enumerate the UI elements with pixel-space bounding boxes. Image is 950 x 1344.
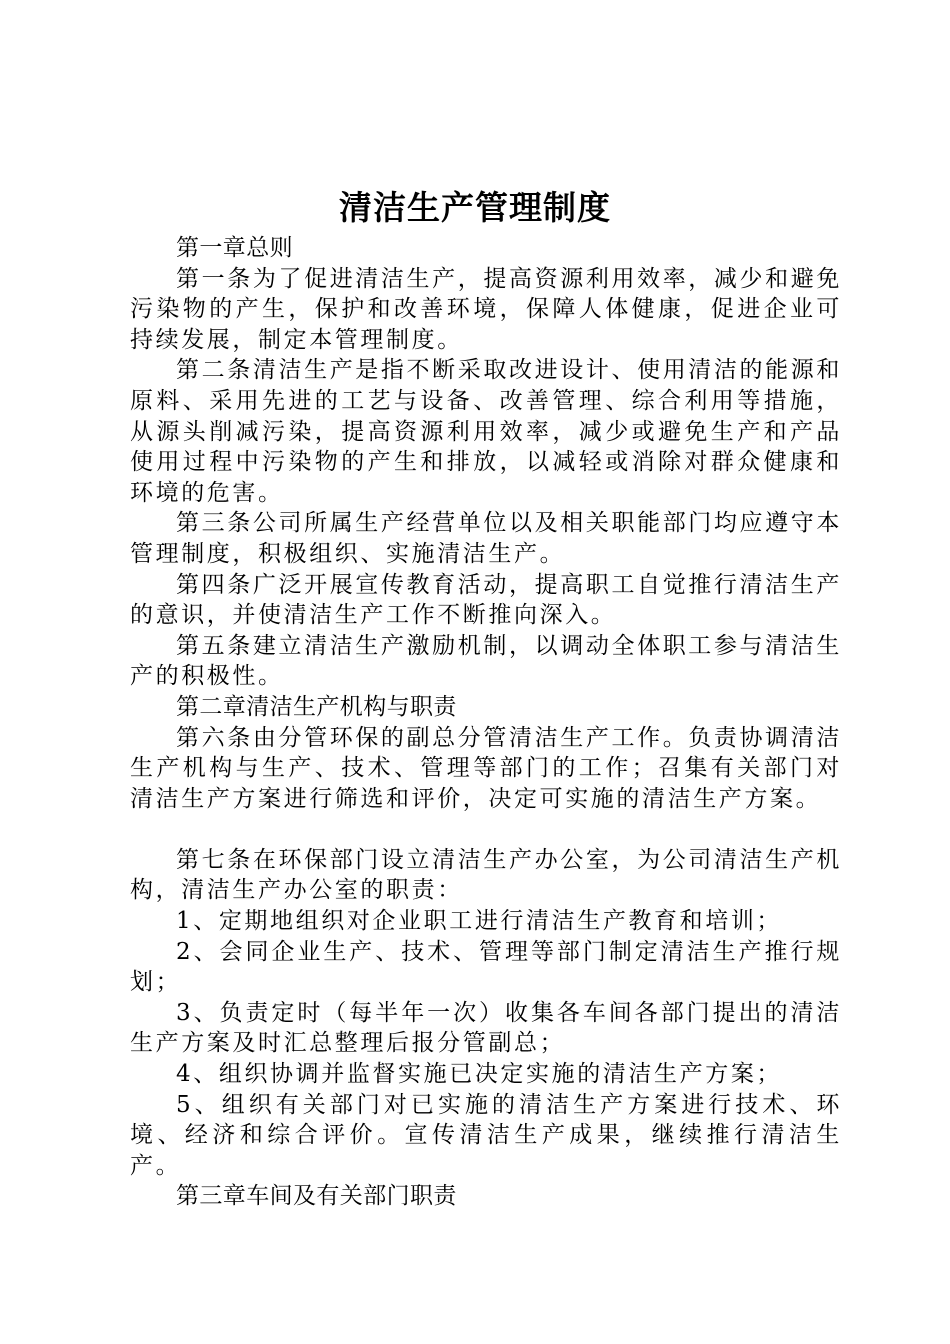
list-item: 2、会同企业生产、技术、管理等部门制定清洁生产推行规划； [130,938,842,996]
list-item: 5、组织有关部门对已实施的清洁生产方案进行技术、环境、经济和综合评价。宣传清洁生产成果，继续推行清洁生产。 [130,1091,842,1179]
article-paragraph: 第七条在环保部门设立清洁生产办公室，为公司清洁生产机构，清洁生产办公室的职责： [130,846,842,904]
list-item: 1、定期地组织对企业职工进行清洁生产教育和培训； [176,908,783,935]
list-item: 3、负责定时（每半年一次）收集各车间各部门提出的清洁生产方案及时汇总整理后报分管副总； [130,999,842,1057]
chapter-heading: 第一章总则 [176,235,293,261]
article-paragraph: 第二条清洁生产是指不断采取改进设计、使用清洁的能源和原料、采用先进的工艺与设备、改善管理、综合利用等措施，从源头削减污染，提高资源利用效率，减少或避免生产和产品使用过程中污染物的产生和排放，以减轻或消除对群众健康和环境的危害。 [130,357,842,506]
list-item: 4、组织协调并监督实施已决定实施的清洁生产方案； [176,1061,783,1088]
blank-line [130,814,842,845]
article-paragraph: 第六条由分管环保的副总分管清洁生产工作。负责协调清洁生产机构与生产、技术、管理等部门的工作；召集有关部门对清洁生产方案进行筛选和评价，决定可实施的清洁生产方案。 [130,724,842,812]
document-title: 清洁生产管理制度 [339,188,611,227]
article-paragraph: 第五条建立清洁生产激励机制，以调动全体职工参与清洁生产的积极性。 [130,632,842,690]
document-body [130,233,842,1212]
chapter-heading: 第三章车间及有关部门职责 [176,1183,457,1210]
chapter-heading: 第二章清洁生产机构与职责 [176,693,457,720]
article-paragraph: 第一条为了促进清洁生产，提高资源利用效率，减少和避免污染物的产生，保护和改善环境，保障人体健康，促进企业可持续发展，制定本管理制度。 [130,265,842,353]
article-paragraph: 第三条公司所属生产经营单位以及相关职能部门均应遵守本管理制度，积极组织、实施清洁生产。 [130,510,842,567]
article-paragraph: 第四条广泛开展宣传教育活动，提高职工自觉推行清洁生产的意识，并使清洁生产工作不断推向深入。 [130,571,842,629]
